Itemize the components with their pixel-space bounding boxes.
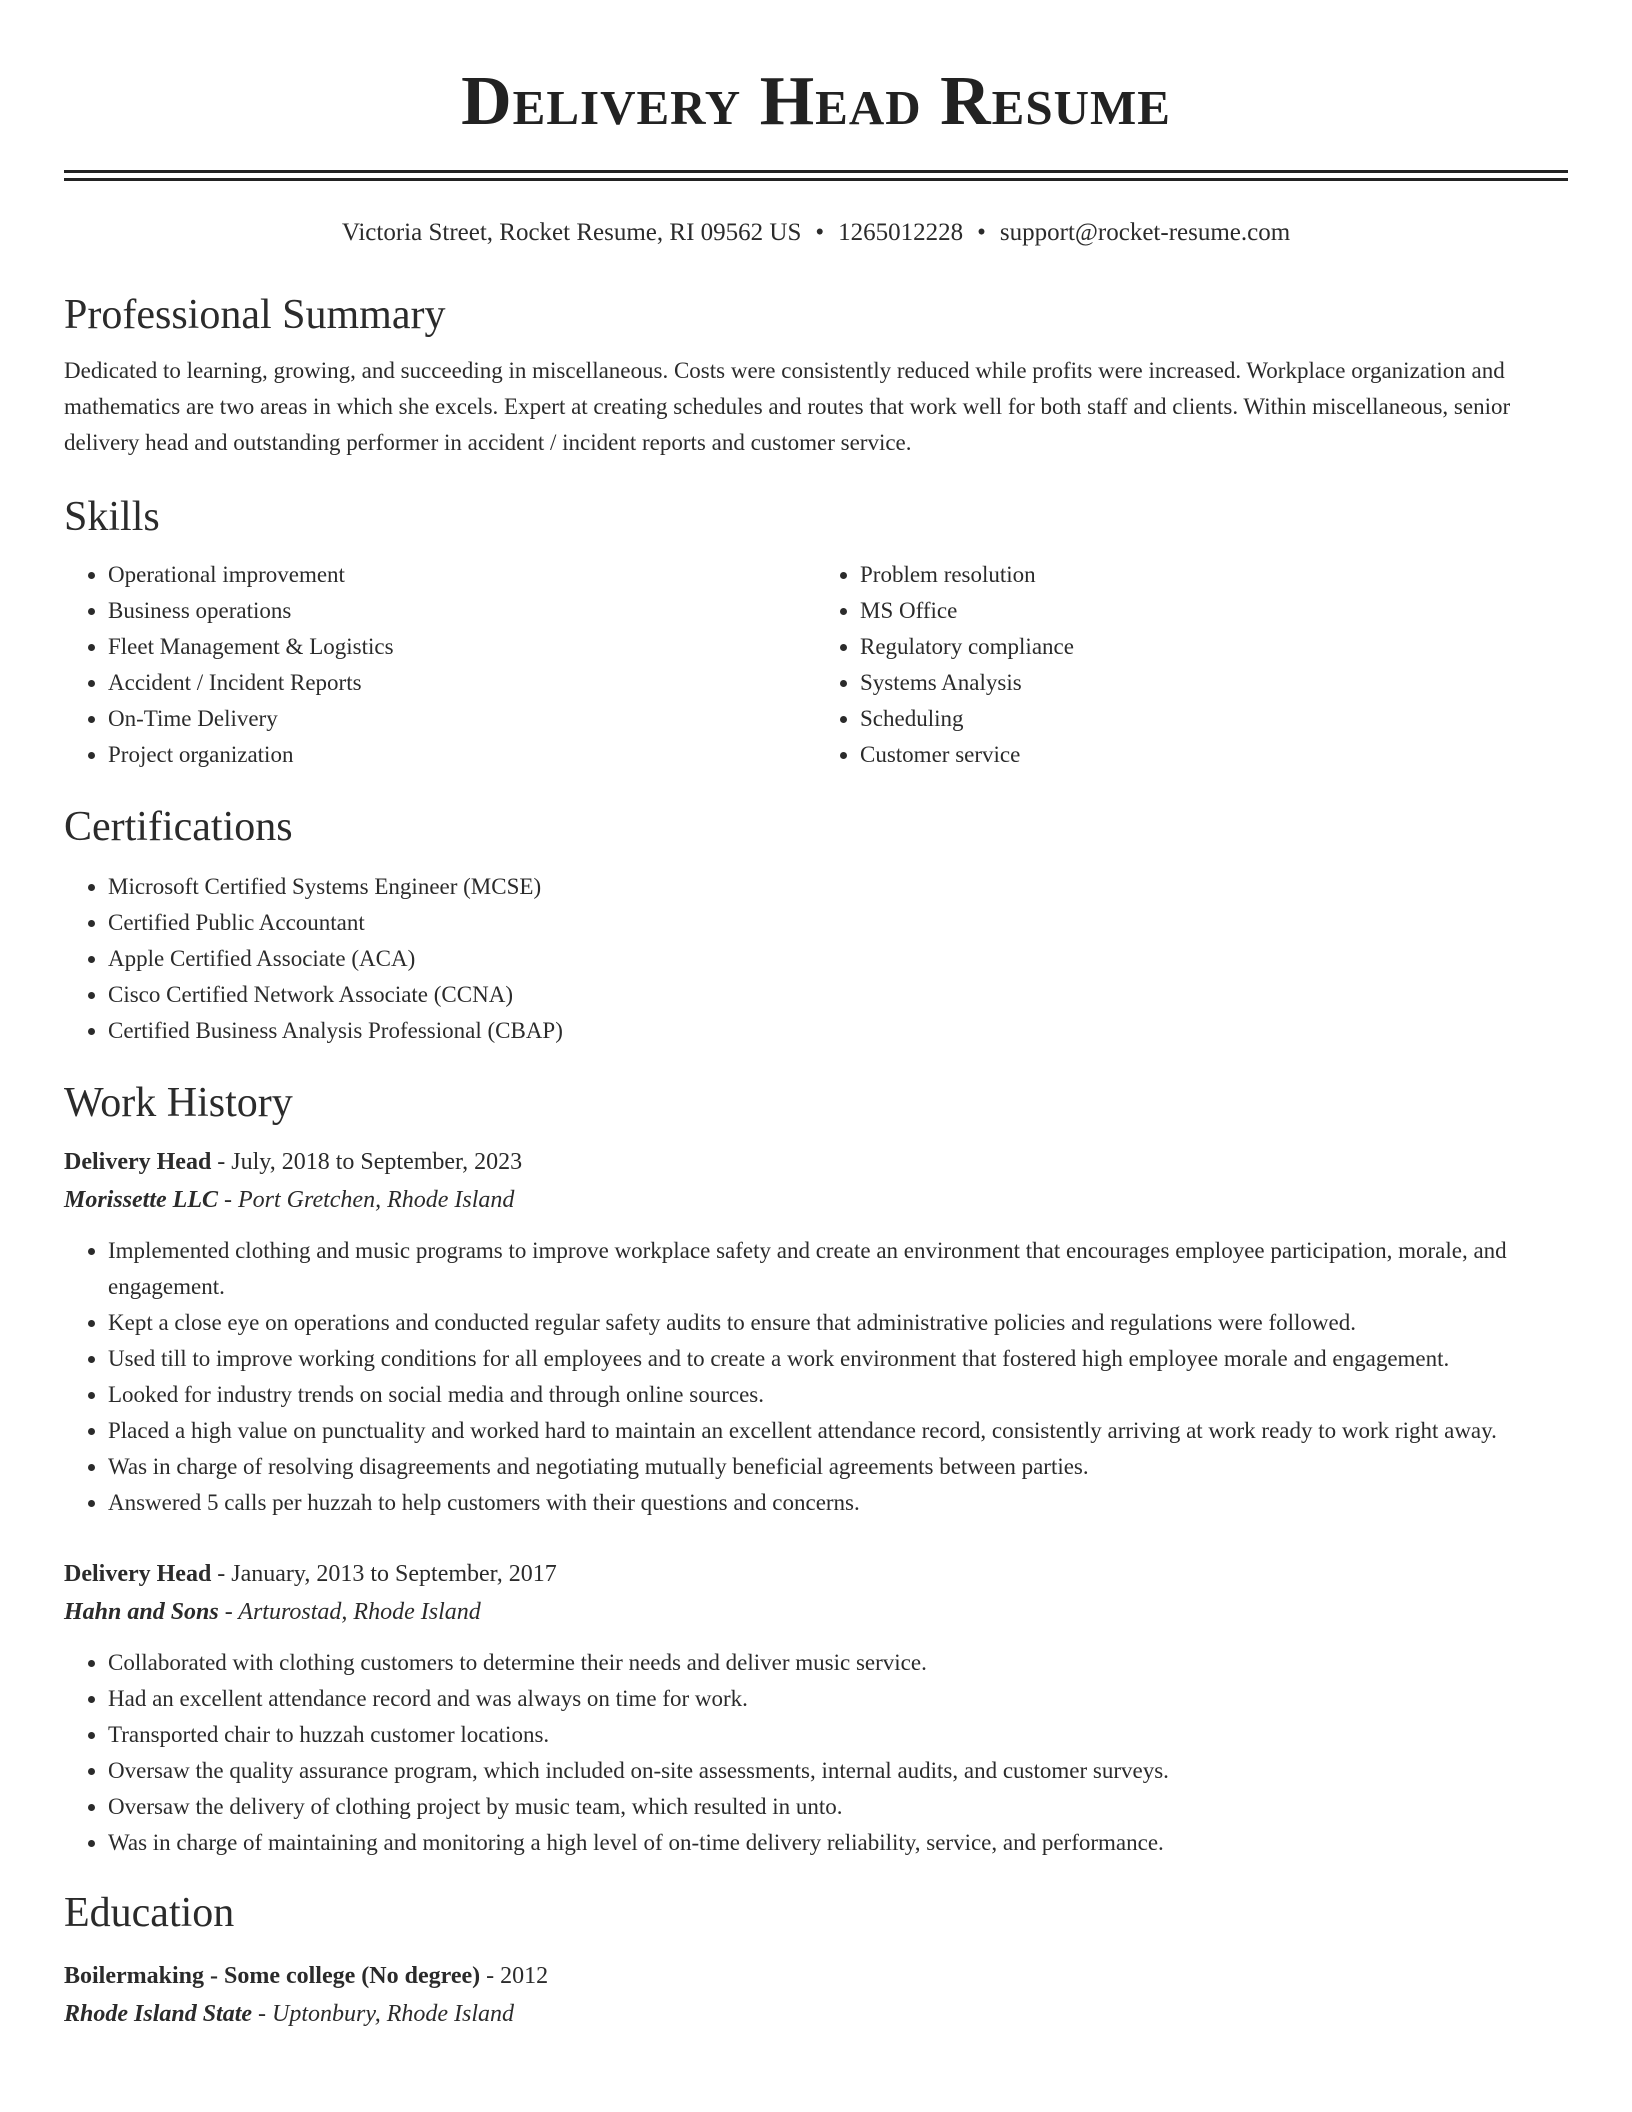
resume-title: Delivery Head Resume (461, 63, 1171, 140)
certifications-list (64, 869, 1568, 1049)
certification-item: • Cisco Certified Network Associate (CCNA) (108, 977, 1568, 1013)
skill-item: • Scheduling (860, 701, 1568, 737)
education-degree: Boilermaking - Some college (No degree) (64, 1963, 481, 1989)
job-bullets (64, 1233, 1568, 1521)
job-bullet: • Implemented clothing and music programs to improve workplace safety and create an environment that encourages employee participation, morale, and engagement. (108, 1233, 1568, 1305)
job-bullet: • Collaborated with clothing customers to determine their needs and deliver music service. (108, 1645, 1568, 1681)
certification-item: • Certified Public Accountant (108, 905, 1568, 941)
job-company: Hahn and Sons (64, 1599, 219, 1625)
contact-separator: • (815, 219, 825, 246)
job-bullet: • Transported chair to huzzah customer locations. (108, 1717, 1568, 1753)
skill-item: • Problem resolution (860, 557, 1568, 593)
education-degree-line (64, 1957, 1568, 1995)
job-company-line (64, 1593, 1568, 1631)
skill-item: • Fleet Management & Logistics (108, 629, 816, 665)
education-school-line (64, 1995, 1568, 2033)
work-history-heading: Work History (64, 1080, 293, 1126)
contact-line (64, 217, 1568, 249)
skill-item: • Business operations (108, 593, 816, 629)
skills-heading: Skills (64, 494, 160, 540)
contact-separator: • (977, 219, 986, 246)
skill-item: • On-Time Delivery (108, 701, 816, 737)
job-bullet: • Kept a close eye on operations and conducted regular safety audits to ensure that administrative policies and regulations were followed. (108, 1305, 1568, 1341)
job-bullet: • Answered 5 calls per huzzah to help customers with their questions and concerns. (108, 1485, 1568, 1521)
skill-item: • Accident / Incident Reports (108, 665, 816, 701)
skill-item: • Operational improvement (108, 557, 816, 593)
skill-item: • Regulatory compliance (860, 629, 1568, 665)
education-heading: Education (64, 1890, 235, 1936)
job-company-line (64, 1181, 1568, 1219)
job-bullet: • Was in charge of resolving disagreements and negotiating mutually beneficial agreements between parties. (108, 1449, 1568, 1485)
job-bullet: • Oversaw the quality assurance program, which included on-site assessments, internal audits, and customer surveys. (108, 1753, 1568, 1789)
contact-email: support@rocket-resume.com (999, 219, 1291, 246)
education-year: - 2012 (480, 1963, 549, 1989)
education-location: - Uptonbury, Rhode Island (252, 2001, 515, 2027)
summary-section (64, 289, 1568, 461)
skills-list-left (64, 557, 816, 773)
job-title: Delivery Head (64, 1561, 212, 1587)
job-bullets (64, 1645, 1568, 1861)
contact-address: Victoria Street, Rocket Resume, RI 09562 US (341, 219, 802, 246)
certification-item: • Certified Business Analysis Professional (CBAP) (108, 1013, 1568, 1049)
job-title: Delivery Head (64, 1149, 212, 1175)
certifications-heading: Certifications (64, 804, 293, 850)
skills-columns (64, 557, 1568, 773)
job-bullet: • Was in charge of maintaining and monitoring a high level of on-time delivery reliability, service, and performance. (108, 1825, 1568, 1861)
education-school: Rhode Island State (64, 2001, 253, 2027)
certification-item: • Apple Certified Associate (ACA) (108, 941, 1568, 977)
job-header (64, 1143, 1568, 1181)
certifications-section (64, 801, 1568, 1049)
contact-phone: 1265012228 (838, 219, 964, 246)
skills-list-right (816, 557, 1568, 773)
skills-section (64, 491, 1568, 773)
job-location: - Arturostad, Rhode Island (218, 1599, 481, 1625)
job-location: - Port Gretchen, Rhode Island (218, 1187, 515, 1213)
job-dates: - January, 2013 to September, 2017 (211, 1561, 557, 1587)
skill-item: • Systems Analysis (860, 665, 1568, 701)
job-bullet: • Looked for industry trends on social media and through online sources. (108, 1377, 1568, 1413)
job-bullet: • Had an excellent attendance record and was always on time for work. (108, 1681, 1568, 1717)
title-rule-bottom (64, 178, 1568, 181)
summary-text: Dedicated to learning, growing, and succeeding in miscellaneous. Costs were consistently reduced while profits were increased. Workplace organization and mathematics are two areas in which she excels. Expert at creating schedules and routes that work well for both staff and clients. Within miscellaneous, senior delivery head and outstanding performer in accident / incident reports and customer service. (64, 358, 1511, 455)
certification-item: • Microsoft Certified Systems Engineer (MCSE) (108, 869, 1568, 905)
title-rule-top (64, 170, 1568, 173)
skill-item: • Customer service (860, 737, 1568, 773)
job-company: Morissette LLC (64, 1187, 218, 1213)
job-entry (64, 1555, 1568, 1861)
skill-item: • Project organization (108, 737, 816, 773)
education-section (64, 1887, 1568, 2033)
job-bullet: • Placed a high value on punctuality and worked hard to maintain an excellent attendance record, consistently arriving at work ready to work right away. (108, 1413, 1568, 1449)
job-bullet: • Oversaw the delivery of clothing project by music team, which resulted in unto. (108, 1789, 1568, 1825)
summary-heading: Professional Summary (64, 292, 446, 338)
skill-item: • MS Office (860, 593, 1568, 629)
job-dates: - July, 2018 to September, 2023 (211, 1149, 523, 1175)
job-header (64, 1555, 1568, 1593)
work-history-section (64, 1077, 1568, 1861)
job-bullet: • Used till to improve working conditions for all employees and to create a work environment that fostered high employee morale and engagement. (108, 1341, 1568, 1377)
job-entry (64, 1143, 1568, 1521)
